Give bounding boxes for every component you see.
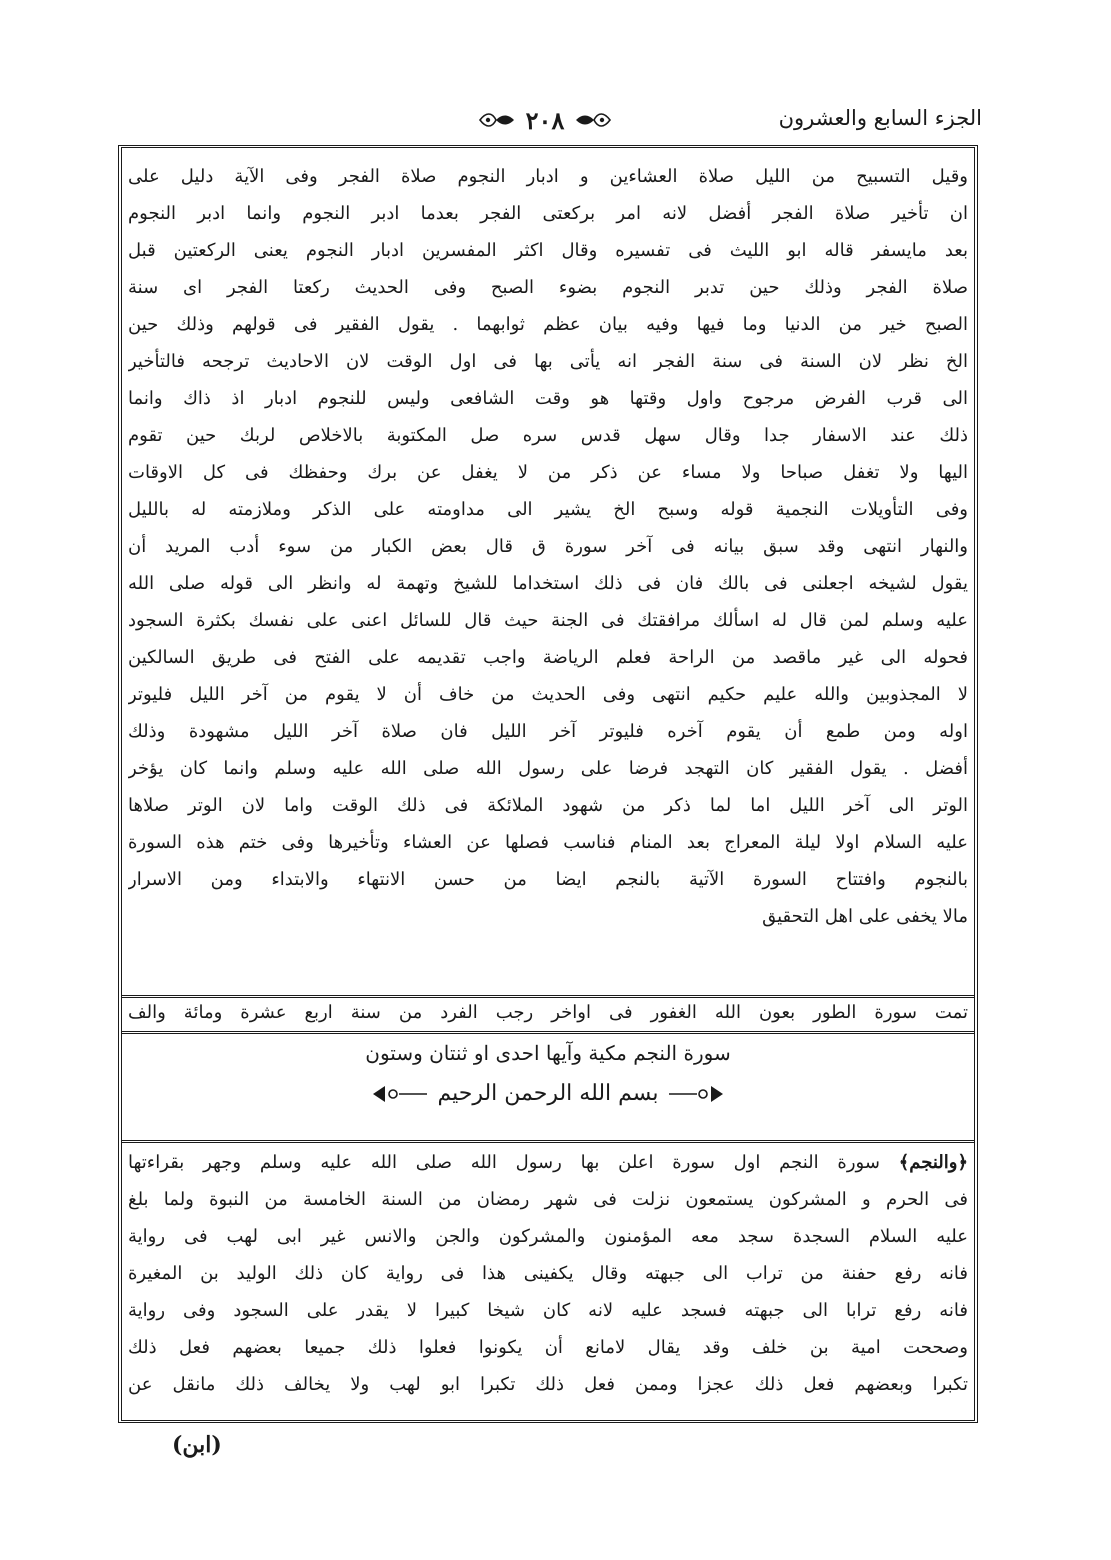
text-line: اليها ولا تغفل صباحا ولا مساء عن ذكر من لا يغفل عن برك وحفظك فى كل الاوقات <box>128 462 968 483</box>
text-line: وقيل التسبيح من الليل صلاة العشاءين و ادبار النجوم صلاة الفجر وفى الآية دليل على <box>128 166 968 187</box>
basmala-left-ornament-icon <box>667 1082 727 1106</box>
page-number: ٢٠٨ <box>525 105 565 135</box>
basmala-right-ornament-icon <box>369 1082 429 1106</box>
text-line: فانه رفع حفنة من تراب الى جبهته وقال يكفينى هذا فى رواية كان ذلك الوليد بن المغيرة <box>128 1263 968 1284</box>
colophon: تمت سورة الطور بعون الله الغفور فى اواخر رجب الفرد من سنة اربع عشرة ومائة والف <box>128 1002 968 1023</box>
sura-heading <box>121 1033 975 1141</box>
text-line: ان تأخير صلاة الفجر أفضل لانه امر بركعتى الفجر بعدما ادبر النجوم وانما ادبر النجوم <box>128 203 968 224</box>
basmala-line <box>121 1081 975 1106</box>
catchword: (ابن) <box>172 1432 222 1458</box>
text-line: ذلك عند الاسفار جدا وقال سهل قدس سره صل المكتوبة بالاخلاص لربك حين تقوم <box>128 425 968 446</box>
text-line-first <box>128 1144 968 1181</box>
text-line: الخ نظر لان السنة فى سنة الفجر انه يأتى بها فى اول الوقت لان الاحاديث ترجحه فالتأخير <box>128 351 968 372</box>
text-line: لا المجذوبين والله عليم حكيم انتهى وفى الحديث من خاف أن لا يقوم من آخر الليل فليوتر <box>128 684 968 705</box>
rule-below-sura-heading <box>121 1140 975 1143</box>
text-line: الوتر الى آخر الليل اما لما ذكر من شهود الملائكة فى ذلك الوقت واما لان الوتر صلاها <box>128 795 968 816</box>
text-line: والنهار انتهى وقد سبق بيانه فى آخر سورة ق قال بعض الكبار من سوء أدب المريد أن <box>128 536 968 557</box>
colophon-block <box>128 994 968 1031</box>
volume-title: الجزء السابع والعشرون <box>778 106 982 130</box>
text-line: تكبرا وبعضهم فعل ذلك عجزا وممن فعل ذلك تكبرا ابو لهب ولا يخالف ذلك مانقل عن <box>128 1374 968 1395</box>
commentary-block-najm <box>128 1144 968 1403</box>
text-line: فحوله الى غير ماقصد من الراحة فعلم الرياضة واجب تقديمه على الفتح فى طريق السالكين <box>128 647 968 668</box>
open-bracket-icon: ﴿ <box>957 1152 968 1173</box>
close-bracket-icon: ﴾ <box>898 1152 910 1173</box>
text-line: وصححت امية بن خلف وقد يقال لامانع أن يكونوا فعلوا ذلك جميعا بعضهم فعل ذلك <box>128 1337 968 1358</box>
basmala: بسم الله الرحمن الرحيم <box>437 1081 659 1106</box>
text-line-last: مالا يخفى على اهل التحقيق <box>762 906 968 927</box>
text-line: صلاة الفجر وذلك حين تدبر النجوم بضوء الصبح وفى الحديث ركعتا الفجر اى سنة <box>128 277 968 298</box>
quran-keyword: والنجم <box>909 1152 958 1173</box>
text-line: يقول لشيخه اجعلنى فى بالك فان فى ذلك استخداما للشيخ وتهمة له وانظر الى قوله صلى الله <box>128 573 968 594</box>
text-line: فى الحرم و المشركون يستمعون نزلت فى شهر رمضان من السنة الخامسة من النبوة ولما بلغ <box>128 1189 968 1210</box>
text-line: وفى التأويلات النجمية قوله وسبح الخ يشير الى مداومته على الذكر وملازمته له بالليل <box>128 499 968 520</box>
running-header <box>120 100 982 142</box>
text-line: عليه السلام اولا ليلة المعراج بعد المنام فناسب فصلها عن العشاء وتأخيرها وفى ختم هذه السورة <box>128 832 968 853</box>
text-line: أفضل . يقول الفقير كان التهجد فرضا على رسول الله صلى الله عليه وسلم وانما كان يؤخر <box>128 758 968 779</box>
sura-title: سورة النجم مكية وآيها احدى او ثنتان وستون <box>365 1041 731 1065</box>
left-ornament-icon <box>478 110 516 130</box>
first-line-rest: سورة النجم اول سورة اعلن بها رسول الله صلى الله عليه وسلم وجهر بقراءتها <box>128 1152 880 1173</box>
text-line: الصبح خير من الدنيا وما فيها وفيه بيان عظم ثوابهما . يقول الفقير فى قولهم وذلك حين <box>128 314 968 335</box>
text-line: اوله ومن طمع أن يقوم آخره فليوتر آخر الليل فان صلاة آخر الليل مشهودة وذلك <box>128 721 968 742</box>
text-line: عليه وسلم لمن قال له اسألك مرافقتك فى الجنة حيث قال للسائل اعنى على نفسك بكثرة السجود <box>128 610 968 631</box>
page-number-group <box>430 102 660 138</box>
text-line: بعد مايسفر قاله ابو الليث فى تفسيره وقال اكثر المفسرين ادبار النجوم يعنى الركعتين قبل <box>128 240 968 261</box>
text-line: عليه السلام السجدة سجد معه المؤمنون والمشركون والجن والانس غير ابى لهب فى رواية <box>128 1226 968 1247</box>
text-line: بالنجوم وافتتاح السورة الآتية بالنجم ايضا من حسن الانتهاء والابتداء ومن الاسرار <box>128 869 968 890</box>
right-ornament-icon <box>574 110 612 130</box>
commentary-block-tur <box>128 158 968 935</box>
text-line: الى قرب الفرض مرجوح واول وقتها هو وقت الشافعى وليس للنجوم ادبار اذ ذاك وانما <box>128 388 968 409</box>
text-line: فانه رفع ترابا الى جبهته فسجد عليه لانه كان شيخا كبيرا لا يقدر على السجود وفى رواية <box>128 1300 968 1321</box>
